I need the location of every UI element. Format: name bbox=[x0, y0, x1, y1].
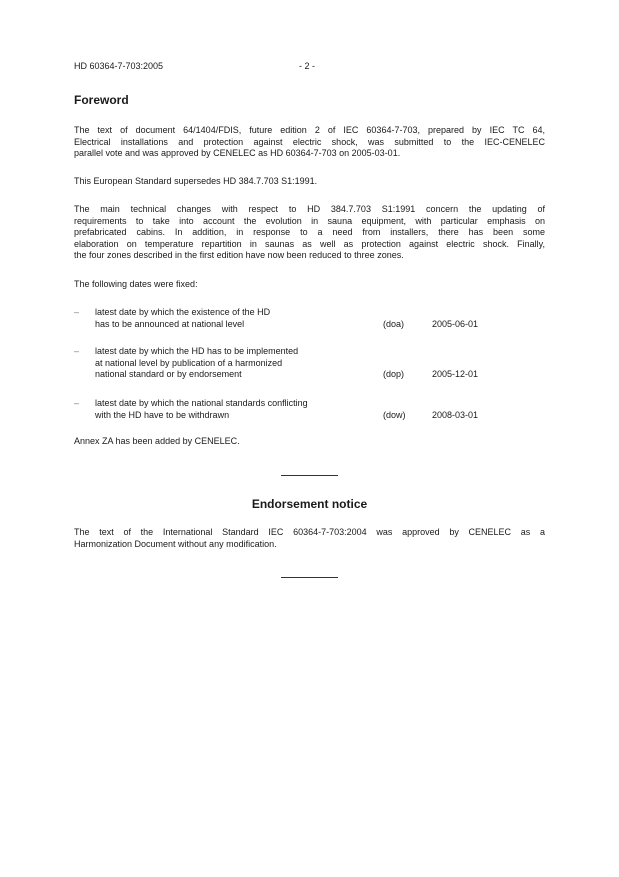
foreword-heading: Foreword bbox=[74, 93, 129, 107]
header-doc-id: HD 60364-7-703:2005 bbox=[74, 61, 164, 71]
foreword-paragraph-3 bbox=[74, 204, 545, 262]
text-line: the four zones described in the first edition have now been reduced to three zones. bbox=[74, 250, 404, 261]
text-line: The text of document 64/1404/FDIS, future edition 2 of IEC 60364-7-703, prepared by IEC TC 64, bbox=[74, 125, 545, 135]
foreword-paragraph-1 bbox=[74, 125, 545, 160]
header-page-number: - 2 - bbox=[299, 61, 316, 71]
text-line: The main technical changes with respect to HD 384.7.703 S1:1991 concern the updating of bbox=[74, 204, 545, 214]
date-value: 2005-12-01 bbox=[432, 369, 479, 380]
item-text: with the HD have to be withdrawn bbox=[95, 409, 230, 420]
text-line: Electrical installations and protection against electric shock, was submitted to the IEC-CENELEC bbox=[74, 136, 545, 147]
text-line: requirements to take into account the evolution in sauna equipment, with particular emphasis on bbox=[74, 215, 545, 226]
date-code: (doa) bbox=[383, 318, 405, 329]
section-divider bbox=[281, 577, 338, 578]
item-text: at national level by publication of a harmonized bbox=[95, 357, 283, 368]
text-line: elaboration on temperature repartition in saunas as well as protection against electric shock. Finally, bbox=[74, 238, 545, 249]
date-value: 2008-03-01 bbox=[432, 409, 479, 420]
dash-bullet: – bbox=[74, 398, 80, 408]
dash-bullet: – bbox=[74, 307, 80, 317]
item-text: latest date by which the national standards conflicting bbox=[95, 398, 308, 408]
endorsement-paragraph bbox=[74, 527, 545, 550]
dash-bullet: – bbox=[74, 346, 80, 356]
annex-note: Annex ZA has been added by CENELEC. bbox=[74, 436, 240, 446]
item-text: latest date by which the existence of the HD bbox=[95, 307, 271, 317]
dates-intro: The following dates were fixed: bbox=[74, 279, 198, 289]
item-text: latest date by which the HD has to be implemented bbox=[95, 346, 299, 356]
text-line: The text of the International Standard IEC 60364-7-703:2004 was approved by CENELEC as a bbox=[74, 527, 545, 537]
text-line: Harmonization Document without any modification. bbox=[74, 538, 277, 549]
item-text: national standard or by endorsement bbox=[95, 369, 242, 380]
foreword-paragraph-2: This European Standard supersedes HD 384.7.703 S1:1991. bbox=[74, 176, 318, 186]
endorsement-heading: Endorsement notice bbox=[251, 497, 368, 511]
section-divider bbox=[281, 475, 338, 476]
date-value: 2005-06-01 bbox=[432, 318, 479, 329]
text-line: prefabricated cabins. In addition, in response to a need from installers, there has been some bbox=[74, 227, 545, 238]
date-code: (dow) bbox=[383, 409, 406, 420]
text-line: parallel vote and was approved by CENELEC as HD 60364-7-703 on 2005-03-01. bbox=[74, 148, 401, 159]
date-code: (dop) bbox=[383, 369, 405, 380]
item-text: has to be announced at national level bbox=[95, 318, 245, 329]
